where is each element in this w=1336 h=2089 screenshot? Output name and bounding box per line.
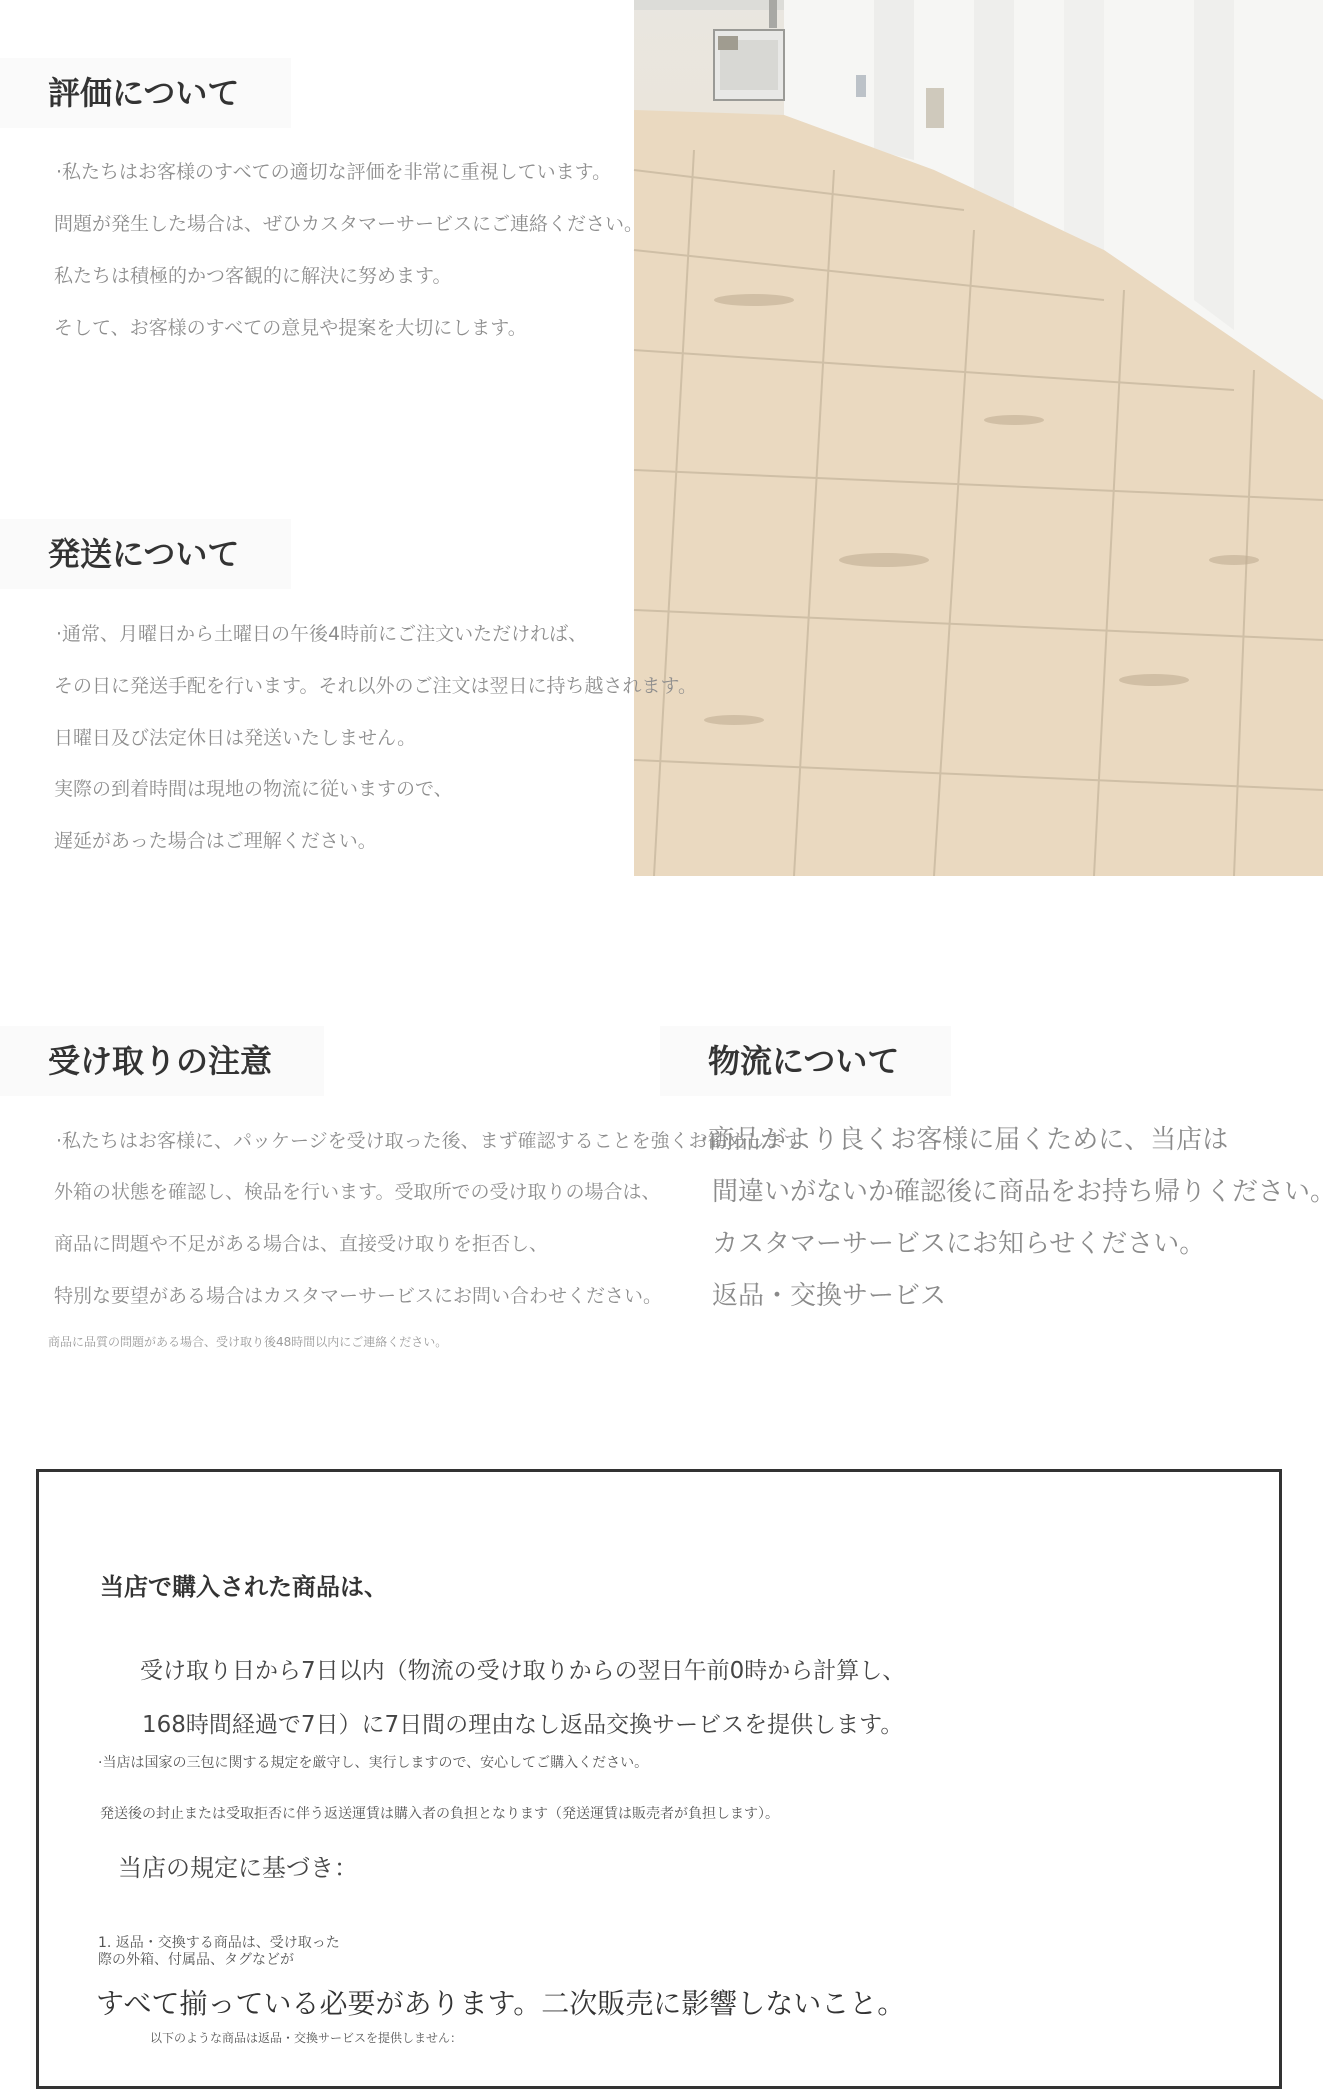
policy-item: 1. 返品・交換する商品は、受け取った xyxy=(98,1935,340,1951)
logistics-title: 物流について xyxy=(660,1026,951,1096)
receiving-line: 特別な要望がある場合はカスタマーサービスにお問い合わせください。 xyxy=(54,1285,663,1307)
shipping-title: 発送について xyxy=(0,519,291,589)
shipping-line: 実際の到着時間は現地の物流に従いますので、 xyxy=(54,778,453,800)
evaluation-title: 評価について xyxy=(0,58,291,128)
shipping-line: ·通常、月曜日から土曜日の午後4時前にご注文いただければ、 xyxy=(56,623,588,645)
logistics-line: ·商品がより良くお客様に届くために、当店は xyxy=(700,1125,1229,1155)
shipping-line: 日曜日及び法定休日は発送いたしません。 xyxy=(54,727,417,749)
evaluation-line: 私たちは積極的かつ客観的に解決に努めます。 xyxy=(54,265,452,287)
policy-item-emphasis: すべて揃っている必要があります。二次販売に影響しないこと。 xyxy=(96,1987,906,2020)
policy-line: 168時間経過で7日）に7日間の理由なし返品交換サービスを提供します。 xyxy=(142,1712,904,1738)
receiving-line: ·私たちはお客様に、パッケージを受け取った後、まず確認することを強くお勧めします xyxy=(56,1130,803,1152)
evaluation-line: ·私たちはお客様のすべての適切な評価を非常に重視しています。 xyxy=(56,161,612,183)
evaluation-line: そして、お客様のすべての意見や提案を大切にします。 xyxy=(54,317,527,339)
receiving-line: 商品に問題や不足がある場合は、直接受け取りを拒否し、 xyxy=(54,1233,549,1255)
shipping-line: その日に発送手配を行います。それ以外のご注文は翌日に持ち越されます。 xyxy=(54,675,697,697)
shipping-line: 遅延があった場合はご理解ください。 xyxy=(54,830,377,852)
receiving-note: 商品に品質の問題がある場合、受け取り後48時間以内にご連絡ください。 xyxy=(48,1335,448,1349)
policy-item: 以下のような商品は返品・交換サービスを提供しません： xyxy=(150,2031,463,2045)
policy-item: 際の外箱、付属品、タグなどが xyxy=(98,1952,294,1968)
corridor-photo xyxy=(634,0,1323,876)
logistics-line: 返品・交換サービス xyxy=(712,1281,947,1311)
receiving-line: 外箱の状態を確認し、検品を行います。受取所での受け取りの場合は、 xyxy=(54,1181,661,1203)
logistics-line: カスタマーサービスにお知らせください。 xyxy=(712,1229,1206,1259)
policy-rule-heading: 当店の規定に基づき： xyxy=(118,1854,358,1882)
policy-note: ·当店は国家の三包に関する規定を厳守し、実行しますので、安心してご購入ください。 xyxy=(98,1755,649,1771)
policy-line: 受け取り日から7日以内（物流の受け取りからの翌日午前0時から計算し、 xyxy=(140,1658,906,1684)
policy-heading: 当店で購入された商品は、 xyxy=(100,1573,388,1601)
policy-note: 発送後の封止または受取拒否に伴う返送運賃は購入者の負担となります（発送運賃は販売者が負担します）。 xyxy=(100,1806,779,1822)
receiving-title: 受け取りの注意 xyxy=(0,1026,324,1096)
evaluation-line: 問題が発生した場合は、ぜひカスタマーサービスにご連絡ください。 xyxy=(54,213,644,235)
logistics-line: 間違いがないか確認後に商品をお持ち帰りください。 xyxy=(712,1177,1336,1207)
